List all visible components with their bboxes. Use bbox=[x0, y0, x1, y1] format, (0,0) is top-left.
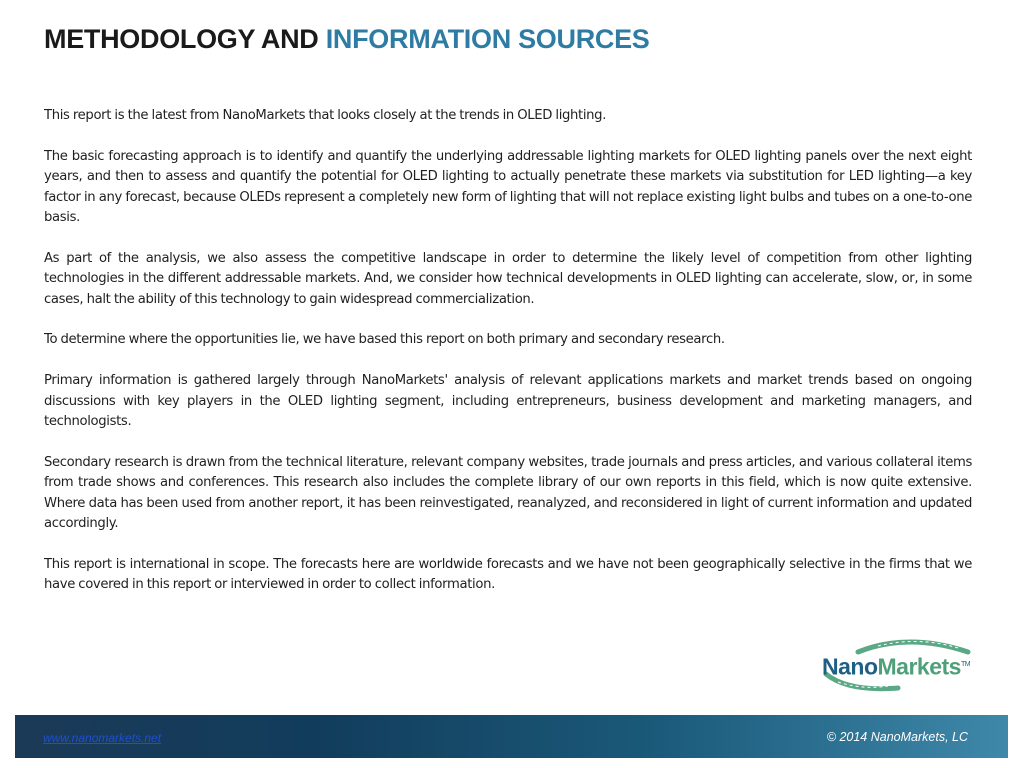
nanomarkets-logo bbox=[818, 636, 980, 694]
page-title bbox=[44, 22, 650, 56]
paragraph-research-basis: To determine where the opportunities lie, we have based this report on both primary and secondary research. bbox=[44, 332, 725, 348]
logo-word-nano: Nano bbox=[822, 653, 878, 680]
paragraph-primary-research: Primary information is gathered largely through NanoMarkets' analysis of relevant applications markets and market trends based on ongoing discussions with key players in the OLED lighting segment, including entrepreneurs, business development and marketing managers, and technologists. bbox=[44, 373, 972, 430]
body-text bbox=[44, 106, 972, 616]
paragraph-intro: This report is the latest from NanoMarkets that looks closely at the trends in OLED lighting. bbox=[44, 108, 607, 123]
logo-wordmark bbox=[822, 652, 970, 680]
title-part-1: METHODOLOGY AND bbox=[44, 24, 319, 54]
logo-trademark: TM bbox=[960, 661, 971, 668]
copyright-text: © 2014 NanoMarkets, LC bbox=[826, 730, 968, 744]
website-link[interactable]: www.nanomarkets.net bbox=[43, 731, 162, 745]
footer-bar bbox=[15, 715, 1008, 758]
paragraph-scope: This report is international in scope. The forecasts here are worldwide forecasts and we have not been geographically selective in the firms that we have covered in this report or interviewed in order to collect information. bbox=[44, 556, 972, 593]
paragraph-competitive-landscape: As part of the analysis, we also assess the competitive landscape in order to determine the likely level of competition from other lighting technologies in the different addressable markets. And, we consider how technical developments in OLED lighting can accelerate, slow, or, in some cases, halt the ability of this technology to gain widespread commercialization. bbox=[44, 250, 972, 307]
paragraph-forecasting-approach: The basic forecasting approach is to identify and quantify the underlying addressable lighting markets for OLED lighting panels over the next eight years, and then to assess and quantify the potential for OLED lighting to actually penetrate these markets via substitution for LED lighting—a key factor in any forecast, because OLEDs represent a completely new form of lighting that will not replace existing light bulbs and tubes on a one-to-one basis. bbox=[44, 148, 972, 226]
paragraph-secondary-research: Secondary research is drawn from the technical literature, relevant company websites, trade journals and press articles, and various collateral items from trade shows and conferences. This research also includes the complete library of our own reports in this field, which is now quite extensive. Where data has been used from another report, it has been reinvestigated, reanalyzed, and reconsidered in light of current information and updated accordingly. bbox=[44, 454, 972, 532]
logo-word-markets: Markets bbox=[877, 653, 961, 680]
title-part-2: INFORMATION SOURCES bbox=[325, 24, 650, 54]
